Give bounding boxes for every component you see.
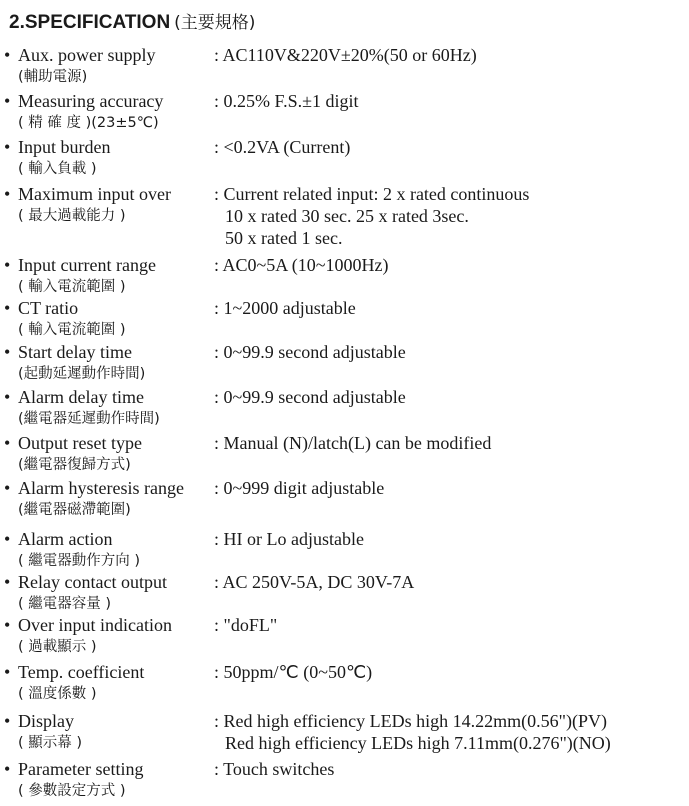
spec-value [214, 254, 388, 276]
section-title-cn: (主要規格) [174, 13, 256, 33]
bullet-icon: • [4, 572, 11, 592]
spec-value [214, 571, 414, 593]
spec-label-en: Over input indication [18, 615, 172, 635]
spec-value [214, 432, 491, 454]
spec-label-en: Parameter setting [18, 759, 144, 779]
bullet-icon: • [4, 529, 11, 549]
spec-label-cn: ( 輸入電流範圍 ) [18, 322, 126, 338]
spec-label-en: Alarm delay time [18, 387, 144, 407]
spec-value [214, 297, 356, 319]
spec-label-cn: ( 最大過載能力 ) [18, 208, 126, 224]
spec-value-line: : Manual (N)/latch(L) can be modified [214, 433, 492, 453]
spec-label-en: Input burden [18, 137, 111, 157]
bullet-icon: • [4, 662, 11, 682]
spec-value-line: : Current related input: 2 x rated continuous [214, 184, 530, 204]
spec-value-line: : 0~99.9 second adjustable [214, 387, 406, 407]
section-title-en: 2.SPECIFICATION [9, 12, 171, 33]
spec-value-line: : "doFL" [214, 615, 278, 635]
spec-value [214, 661, 372, 683]
spec-value-line: 50 x rated 1 sec. [225, 228, 343, 248]
spec-label-en: Display [18, 711, 74, 731]
spec-label-cn: (繼電器磁滯範圍) [18, 502, 131, 518]
spec-label-cn: ( 輸入電流範圍 ) [18, 279, 126, 295]
spec-value [214, 90, 358, 112]
spec-label-en: Alarm hysteresis range [18, 478, 184, 498]
spec-value-line: : Red high efficiency LEDs high 14.22mm(0.56")(PV) [214, 711, 607, 731]
spec-label-cn: ( 參數設定方式 ) [18, 783, 126, 799]
bullet-icon: • [4, 615, 11, 635]
bullet-icon: • [4, 255, 11, 275]
bullet-icon: • [4, 91, 11, 111]
section-title [9, 8, 255, 34]
spec-value [214, 758, 334, 780]
spec-label-cn: (繼電器復歸方式) [18, 457, 131, 473]
bullet-icon: • [4, 298, 11, 318]
bullet-icon: • [4, 387, 11, 407]
spec-label-en: Aux. power supply [18, 45, 156, 65]
spec-value-line: Red high efficiency LEDs high 7.11mm(0.276")(NO) [225, 733, 611, 753]
spec-label-en: Start delay time [18, 342, 132, 362]
spec-label-en: Alarm action [18, 529, 113, 549]
bullet-icon: • [4, 342, 11, 362]
bullet-icon: • [4, 711, 11, 731]
spec-label-en: CT ratio [18, 298, 79, 318]
bullet-icon: • [4, 478, 11, 498]
spec-value-line: 10 x rated 30 sec. 25 x rated 3sec. [225, 206, 469, 226]
spec-value-line: : AC110V&220V±20%(50 or 60Hz) [214, 45, 477, 65]
spec-label-cn: ( 顯示幕 ) [18, 735, 83, 751]
spec-value-line: : AC0~5A (10~1000Hz) [214, 255, 389, 275]
spec-value [214, 341, 406, 363]
spec-value-line: : HI or Lo adjustable [214, 529, 364, 549]
spec-value [214, 183, 529, 249]
spec-value-line: : 0~99.9 second adjustable [214, 342, 406, 362]
bullet-icon: • [4, 45, 11, 65]
bullet-icon: • [4, 759, 11, 779]
spec-value [214, 136, 350, 158]
spec-value-line: : <0.2VA (Current) [214, 137, 351, 157]
spec-label-cn: ( 繼電器動作方向 ) [18, 553, 141, 569]
spec-value [214, 44, 477, 66]
spec-label-cn: ( 輸入負載 ) [18, 161, 97, 177]
spec-value [214, 528, 364, 550]
bullet-icon: • [4, 433, 11, 453]
spec-label-cn: (輔助電源) [18, 69, 88, 85]
spec-label-cn: (起動延遲動作時間) [18, 366, 146, 382]
spec-label-cn: ( 溫度係數 ) [18, 686, 97, 702]
spec-value-line: : AC 250V-5A, DC 30V-7A [214, 572, 415, 592]
spec-value-line: : 0~999 digit adjustable [214, 478, 385, 498]
spec-value [214, 477, 384, 499]
spec-label-cn: ( 繼電器容量 ) [18, 596, 112, 612]
spec-value [214, 386, 406, 408]
spec-label-en: Input current range [18, 255, 156, 275]
bullet-icon: • [4, 184, 11, 204]
spec-label-en: Measuring accuracy [18, 91, 164, 111]
spec-value-line: : 0.25% F.S.±1 digit [214, 91, 359, 111]
spec-value [214, 614, 277, 636]
spec-value-line: : 50ppm/℃ (0~50℃) [214, 662, 373, 682]
spec-label-en: Maximum input over [18, 184, 171, 204]
spec-value-line: : 1~2000 adjustable [214, 298, 356, 318]
spec-label-en: Temp. coefficient [18, 662, 145, 682]
spec-label-cn: ( 精 確 度 )(23±5℃) [18, 115, 159, 131]
spec-label-cn: ( 過載顯示 ) [18, 639, 97, 655]
spec-value [214, 710, 611, 754]
bullet-icon: • [4, 137, 11, 157]
spec-label-cn: (繼電器延遲動作時間) [18, 411, 160, 427]
spec-label-en: Output reset type [18, 433, 142, 453]
spec-label-en: Relay contact output [18, 572, 167, 592]
spec-value-line: : Touch switches [214, 759, 335, 779]
